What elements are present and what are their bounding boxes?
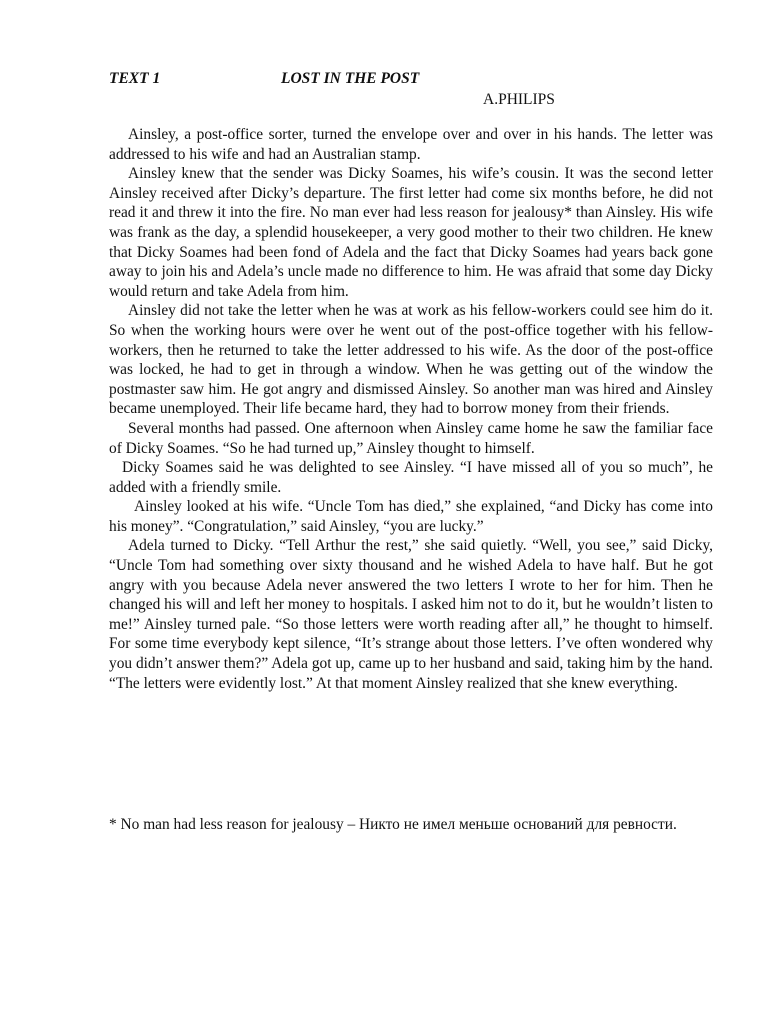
- paragraph: Ainsley knew that the sender was Dicky Soames, his wife’s cousin. It was the second letter Ainsley received after Dicky’s departure. The first letter had come six months before, he did not read it and threw it into the fire. No man ever had less reason for jealousy* than Ainsley. His wife was frank as the day, a splendid housekeeper, a very good mother to their two children. He knew that Dicky Soames had been fond of Adela and the fact that Dicky Soames had years back gone away to join his and Adela’s uncle made no difference to him. He was afraid that some day Dicky would return and take Adela from him.: [109, 165, 713, 300]
- story-body: [109, 125, 713, 693]
- text-number-label: TEXT 1: [109, 70, 161, 87]
- paragraph: Ainsley did not take the letter when he was at work as his fellow-workers could see him do it. So when the working hours were over he went out of the post-office together with his fellow-workers, then he returned to take the letter addressed to his wife. As the door of the post-office was locked, he had to get in through a window. When he was getting out of the window the postmaster saw him. He got angry and dismissed Ainsley. So another man was hired and Ainsley became unemployed. Their life became hard, they had to borrow money from their friends.: [109, 302, 713, 418]
- paragraph: Adela turned to Dicky. “Tell Arthur the rest,” she said quietly. “Well, you see,” said Dicky, “Uncle Tom had something over sixty thousand and he wished Adela to have half. But he got angry with you because Adela never answered the two letters I wrote to her for him. Then he changed his will and left her money to hospitals. I asked him not to do it, but he wouldn’t listen to me!” Ainsley turned pale. “So those letters were worth reading after all,” he thought to himself. For some time everybody kept silence, “It’s strange about those letters. I’ve often wondered why you didn’t answer them?” Adela got up, came up to her husband and said, taking him by the hand. “The letters were evidently lost.” At that moment Ainsley realized that she knew everything.: [109, 537, 713, 692]
- story-title: LOST IN THE POST: [281, 70, 420, 87]
- footnote: * No man had less reason for jealousy – Никто не имел меньше оснований для ревности.: [109, 816, 677, 833]
- paragraph: Dicky Soames said he was delighted to see Ainsley. “I have missed all of you so much”, he added with a friendly smile.: [109, 459, 713, 496]
- paragraph: Several months had passed. One afternoon when Ainsley came home he saw the familiar face of Dicky Soames. “So he had turned up,” Ainsley thought to himself.: [109, 419, 713, 457]
- paragraph: Ainsley, a post-office sorter, turned the envelope over and over in his hands. The letter was addressed to his wife and had an Australian stamp.: [109, 126, 713, 163]
- document-header: [109, 70, 719, 110]
- paragraph: Ainsley looked at his wife. “Uncle Tom has died,” she explained, “and Dicky has come into his money”. “Congratulation,” said Ainsley, “you are lucky.”: [109, 498, 713, 535]
- story-author: A.PHILIPS: [483, 91, 555, 108]
